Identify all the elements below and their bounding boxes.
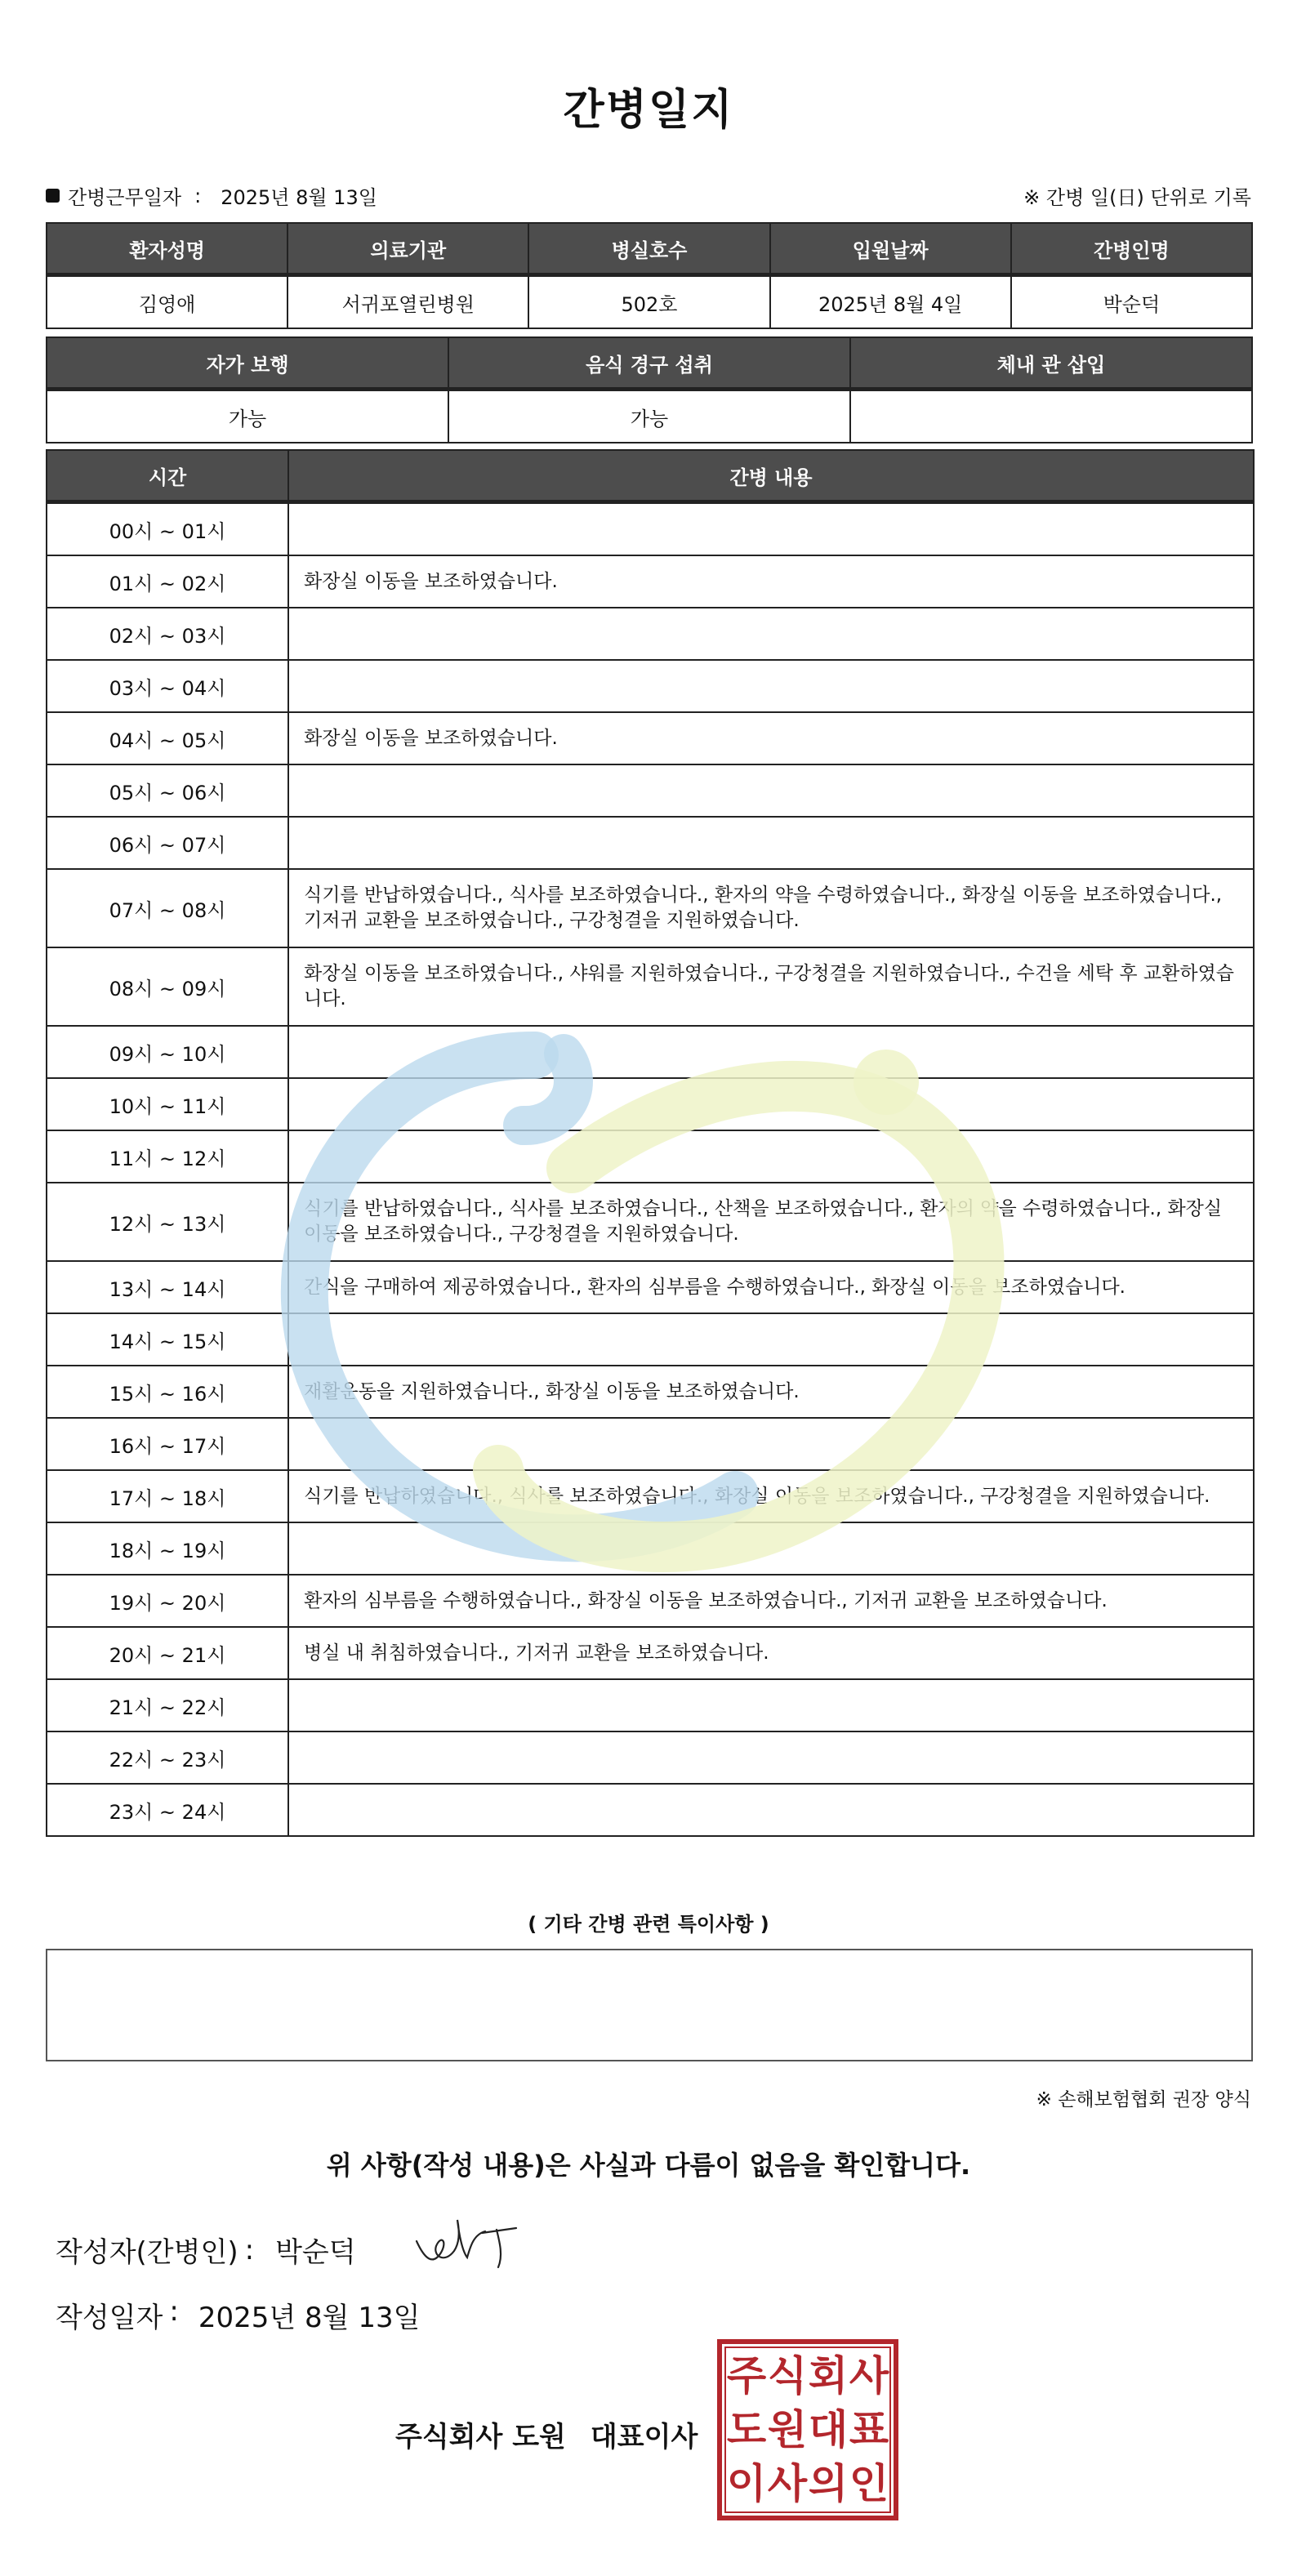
- care-log-row: [47, 1078, 1254, 1130]
- written-date-colon: :: [169, 2295, 179, 2328]
- care-content: [288, 1130, 1254, 1183]
- care-content: [288, 1679, 1254, 1731]
- time-slot: 03시 ~ 04시: [47, 660, 288, 712]
- care-content: [288, 817, 1254, 869]
- time-slot: 22시 ~ 23시: [47, 1731, 288, 1784]
- admission-date: 2025년 8월 4일: [770, 275, 1011, 329]
- time-slot: 20시 ~ 21시: [47, 1627, 288, 1679]
- care-content: [288, 1784, 1254, 1836]
- care-content: 화장실 이동을 보조하였습니다.: [288, 712, 1254, 764]
- time-slot: 01시 ~ 02시: [47, 555, 288, 608]
- care-log-row: [47, 1313, 1254, 1366]
- record-note: ※ 간병 일(日) 단위로 기록: [1023, 186, 1251, 209]
- time-slot: 00시 ~ 01시: [47, 502, 288, 556]
- seal-character: 사: [767, 2460, 808, 2507]
- header-patient-name: 환자성명: [47, 223, 287, 275]
- status-header-row: [47, 337, 1252, 390]
- writer-name: 박순덕: [275, 2236, 356, 2269]
- care-content: [288, 1026, 1254, 1078]
- care-log-row: [47, 712, 1254, 764]
- header-self-walking: 자가 보행: [47, 337, 448, 390]
- status-value-row: [47, 390, 1252, 443]
- work-date-label: 간병근무일자: [68, 186, 182, 209]
- writer-label: 작성자(간병인): [56, 2236, 238, 2269]
- seal-character: 인: [849, 2460, 889, 2507]
- care-content: 식기를 반납하였습니다., 식사를 보조하였습니다., 산책을 보조하였습니다., 환자의 약을 수령하였습니다., 화장실 이동을 보조하였습니다., 구강청결을 지원하였습니다.: [288, 1183, 1254, 1261]
- care-log-row: [47, 1470, 1254, 1522]
- care-content: 화장실 이동을 보조하였습니다., 샤워를 지원하였습니다., 구강청결을 지원하였습니다., 수건을 세탁 후 교환하였습니다.: [288, 947, 1254, 1026]
- remarks-box: [46, 1949, 1253, 2061]
- care-content: 재활운동을 지원하였습니다., 화장실 이동을 보조하였습니다.: [288, 1366, 1254, 1418]
- time-slot: 12시 ~ 13시: [47, 1183, 288, 1261]
- company-role: 대표이사: [590, 2421, 698, 2453]
- care-log-row: [47, 947, 1254, 1026]
- time-slot: 05시 ~ 06시: [47, 764, 288, 817]
- care-log-row: [47, 869, 1254, 947]
- seal-character: 회: [808, 2352, 849, 2400]
- time-slot: 02시 ~ 03시: [47, 608, 288, 660]
- time-slot: 17시 ~ 18시: [47, 1470, 288, 1522]
- care-log-table: [46, 449, 1255, 1837]
- care-log-row: [47, 1418, 1254, 1470]
- work-date-colon: :: [194, 184, 202, 207]
- time-slot: 23시 ~ 24시: [47, 1784, 288, 1836]
- time-slot: 21시 ~ 22시: [47, 1679, 288, 1731]
- patient-name: 김영애: [47, 275, 287, 329]
- header-time: 시간: [47, 450, 288, 502]
- care-content: 병실 내 취침하였습니다., 기저귀 교환을 보조하였습니다.: [288, 1627, 1254, 1679]
- care-log-row: [47, 764, 1254, 817]
- care-log-row: [47, 502, 1254, 556]
- remarks-title: ( 기타 간병 관련 특이사항 ): [528, 1913, 769, 1936]
- care-log-row: [47, 1575, 1254, 1627]
- page-title: 간병일지: [563, 86, 734, 135]
- care-log-row: [47, 1261, 1254, 1313]
- header-care-content: 간병 내용: [288, 450, 1254, 502]
- time-slot: 18시 ~ 19시: [47, 1522, 288, 1575]
- time-slot: 15시 ~ 16시: [47, 1366, 288, 1418]
- form-footnote: ※ 손해보험협회 권장 양식: [1036, 2089, 1251, 2110]
- seal-character: 주: [726, 2352, 767, 2400]
- care-content: 식기를 반납하였습니다., 식사를 보조하였습니다., 환자의 약을 수령하였습니다., 화장실 이동을 보조하였습니다., 기저귀 교환을 보조하였습니다., 구강청결을 지원하였습니다.: [288, 869, 1254, 947]
- header-oral-intake: 음식 경구 섭취: [448, 337, 850, 390]
- seal-character: 식: [767, 2352, 808, 2400]
- time-slot: 10시 ~ 11시: [47, 1078, 288, 1130]
- care-content: [288, 1078, 1254, 1130]
- time-slot: 14시 ~ 15시: [47, 1313, 288, 1366]
- time-slot: 19시 ~ 20시: [47, 1575, 288, 1627]
- seal-character: 원: [767, 2406, 808, 2453]
- seal-character: 도: [726, 2406, 767, 2453]
- time-slot: 07시 ~ 08시: [47, 869, 288, 947]
- care-content: [288, 1522, 1254, 1575]
- hospital-name: 서귀포열린병원: [287, 275, 528, 329]
- patient-info-value-row: [47, 275, 1252, 329]
- status-info-table: [46, 336, 1253, 443]
- time-slot: 08시 ~ 09시: [47, 947, 288, 1026]
- care-log-row: [47, 1183, 1254, 1261]
- seal-character: 의: [808, 2460, 849, 2507]
- work-date-row: [46, 181, 377, 210]
- company-name: 주식회사 도원: [395, 2421, 566, 2453]
- care-log-row: [47, 555, 1254, 608]
- care-log-row: [47, 608, 1254, 660]
- seal-character: 이: [726, 2460, 767, 2507]
- care-content: [288, 660, 1254, 712]
- header-room: 병실호수: [528, 223, 769, 275]
- seal-character: 사: [849, 2352, 889, 2400]
- time-slot: 13시 ~ 14시: [47, 1261, 288, 1313]
- care-log-row: [47, 817, 1254, 869]
- care-content: 간식을 구매하여 제공하였습니다., 환자의 심부름을 수행하였습니다., 화장실 이동을 보조하였습니다.: [288, 1261, 1254, 1313]
- care-log-header-row: [47, 450, 1254, 502]
- care-log-row: [47, 1130, 1254, 1183]
- care-content: [288, 1731, 1254, 1784]
- company-signature-line: [395, 2414, 698, 2454]
- patient-info-header-row: [47, 223, 1252, 275]
- confirmation-statement: 위 사항(작성 내용)은 사실과 다름이 없음을 확인합니다.: [326, 2150, 971, 2181]
- care-content: [288, 764, 1254, 817]
- writer-colon: :: [244, 2233, 255, 2266]
- seal-character: 대: [808, 2406, 849, 2453]
- header-admission-date: 입원날짜: [770, 223, 1011, 275]
- time-slot: 04시 ~ 05시: [47, 712, 288, 764]
- handwritten-signature: [408, 2210, 531, 2275]
- header-tube-insertion: 체내 관 삽입: [850, 337, 1252, 390]
- work-date-value: 2025년 8월 13일: [221, 186, 377, 209]
- company-seal-stamp: [715, 2338, 900, 2522]
- written-date-label: 작성일자: [56, 2302, 163, 2334]
- care-content: [288, 1418, 1254, 1470]
- care-content: 식기를 반납하였습니다., 식사를 보조하였습니다., 화장실 이동을 보조하였습니다., 구강청결을 지원하였습니다.: [288, 1470, 1254, 1522]
- patient-info-table: [46, 222, 1253, 329]
- time-slot: 11시 ~ 12시: [47, 1130, 288, 1183]
- care-log-row: [47, 1627, 1254, 1679]
- care-content: 환자의 심부름을 수행하였습니다., 화장실 이동을 보조하였습니다., 기저귀 교환을 보조하였습니다.: [288, 1575, 1254, 1627]
- care-log-row: [47, 1026, 1254, 1078]
- seal-character: 표: [849, 2406, 889, 2453]
- care-content: [288, 608, 1254, 660]
- care-log-row: [47, 1679, 1254, 1731]
- header-hospital: 의료기관: [287, 223, 528, 275]
- care-log-row: [47, 1784, 1254, 1836]
- square-bullet-icon: [46, 189, 60, 203]
- care-log-row: [47, 1731, 1254, 1784]
- care-content: 화장실 이동을 보조하였습니다.: [288, 555, 1254, 608]
- tube-insertion-value: [850, 390, 1252, 443]
- time-slot: 09시 ~ 10시: [47, 1026, 288, 1078]
- time-slot: 16시 ~ 17시: [47, 1418, 288, 1470]
- caregiver-name: 박순덕: [1011, 275, 1252, 329]
- time-slot: 06시 ~ 07시: [47, 817, 288, 869]
- care-log-row: [47, 1366, 1254, 1418]
- care-log-row: [47, 1522, 1254, 1575]
- care-content: [288, 1313, 1254, 1366]
- header-caregiver-name: 간병인명: [1011, 223, 1252, 275]
- self-walking-value: 가능: [47, 390, 448, 443]
- written-date-value: 2025년 8월 13일: [198, 2302, 421, 2334]
- oral-intake-value: 가능: [448, 390, 850, 443]
- care-log-row: [47, 660, 1254, 712]
- room-number: 502호: [528, 275, 769, 329]
- writer-row: [56, 2230, 356, 2270]
- care-content: [288, 502, 1254, 556]
- written-date-row: [56, 2295, 420, 2335]
